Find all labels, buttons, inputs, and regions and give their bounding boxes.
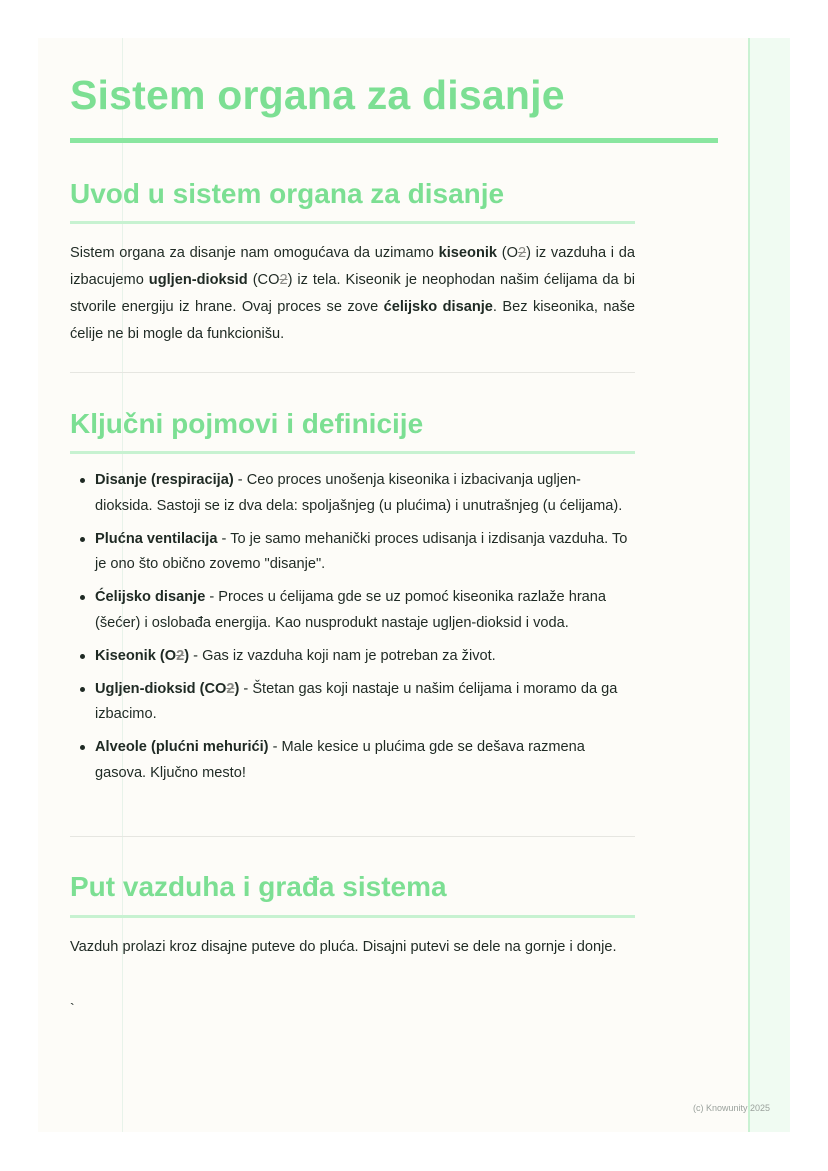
right-margin-strip bbox=[750, 38, 790, 1132]
copyright-footer: (c) Knowunity 2025 bbox=[693, 1103, 771, 1113]
right-margin-rule bbox=[748, 38, 750, 1132]
section-heading-airway: Put vazduha i građa sistema bbox=[70, 871, 447, 902]
key-terms-list bbox=[70, 468, 660, 794]
subscript-two: 2 bbox=[517, 245, 527, 261]
list-item: Alveole (plućni mehurići) - Male kesice u plućima gde se dešava razmena gasova. Ključno mesto! bbox=[95, 735, 660, 786]
list-item: Ugljen-dioksid (CO2) - Štetan gas koji nastaje u našim ćelijama i moramo da ga izbacimo. bbox=[95, 677, 660, 728]
list-item: Plućna ventilacija - To je samo mehanički proces udisanja i izdisanja vazduha. To je ono što obično zovemo "disanje". bbox=[95, 527, 660, 578]
section-underline bbox=[70, 221, 635, 224]
section-underline bbox=[70, 451, 635, 454]
bold-term: kiseonik bbox=[438, 245, 498, 261]
bold-term: ugljen-dioksid bbox=[148, 272, 248, 288]
airway-paragraph: Vazduh prolazi kroz disajne puteve do pluća. Disajni putevi se dele na gornje i donje. bbox=[70, 939, 617, 955]
document-page bbox=[38, 38, 790, 1132]
list-item: Ćelijsko disanje - Proces u ćelijama gde se uz pomoć kiseonika razlaže hrana (šećer) i oslobađa energija. Kao nusprodukt nastaje ugljen-dioksid i voda. bbox=[95, 585, 660, 636]
intro-paragraph: Sistem organa za disanje nam omogućava da uzimamo kiseonik (O2) iz vazduha i da izbacujemo ugljen-dioksid (CO2) iz tela. Kiseonik je neophodan našim ćelijama da bi stvorile energiju iz hrane. Ovaj proces se zove ćelijsko disanje. Bez kiseonika, naše ćelije ne bi mogle da funkcionišu. bbox=[70, 245, 635, 342]
bold-term: ćelijsko disanje bbox=[383, 299, 493, 315]
section-heading-intro: Uvod u sistem organa za disanje bbox=[70, 178, 505, 209]
section-heading-key-terms: Ključni pojmovi i definicije bbox=[70, 408, 424, 439]
section-divider bbox=[70, 372, 635, 373]
subscript-two: 2 bbox=[279, 272, 288, 288]
section-divider bbox=[70, 836, 635, 837]
title-underline bbox=[70, 138, 718, 143]
page-title: Sistem organa za disanje bbox=[70, 72, 565, 118]
section-underline bbox=[70, 915, 635, 918]
list-item: Disanje (respiracija) - Ceo proces unošenja kiseonika i izbacivanja ugljen-dioksida. Sastoji se iz dva dela: spoljašnjeg (u plućima) i unutrašnjeg (u ćelijama). bbox=[95, 468, 660, 519]
list-item: Kiseonik (O2) - Gas iz vazduha koji nam je potreban za život. bbox=[95, 644, 660, 670]
stray-mark: ` bbox=[70, 1000, 75, 1016]
